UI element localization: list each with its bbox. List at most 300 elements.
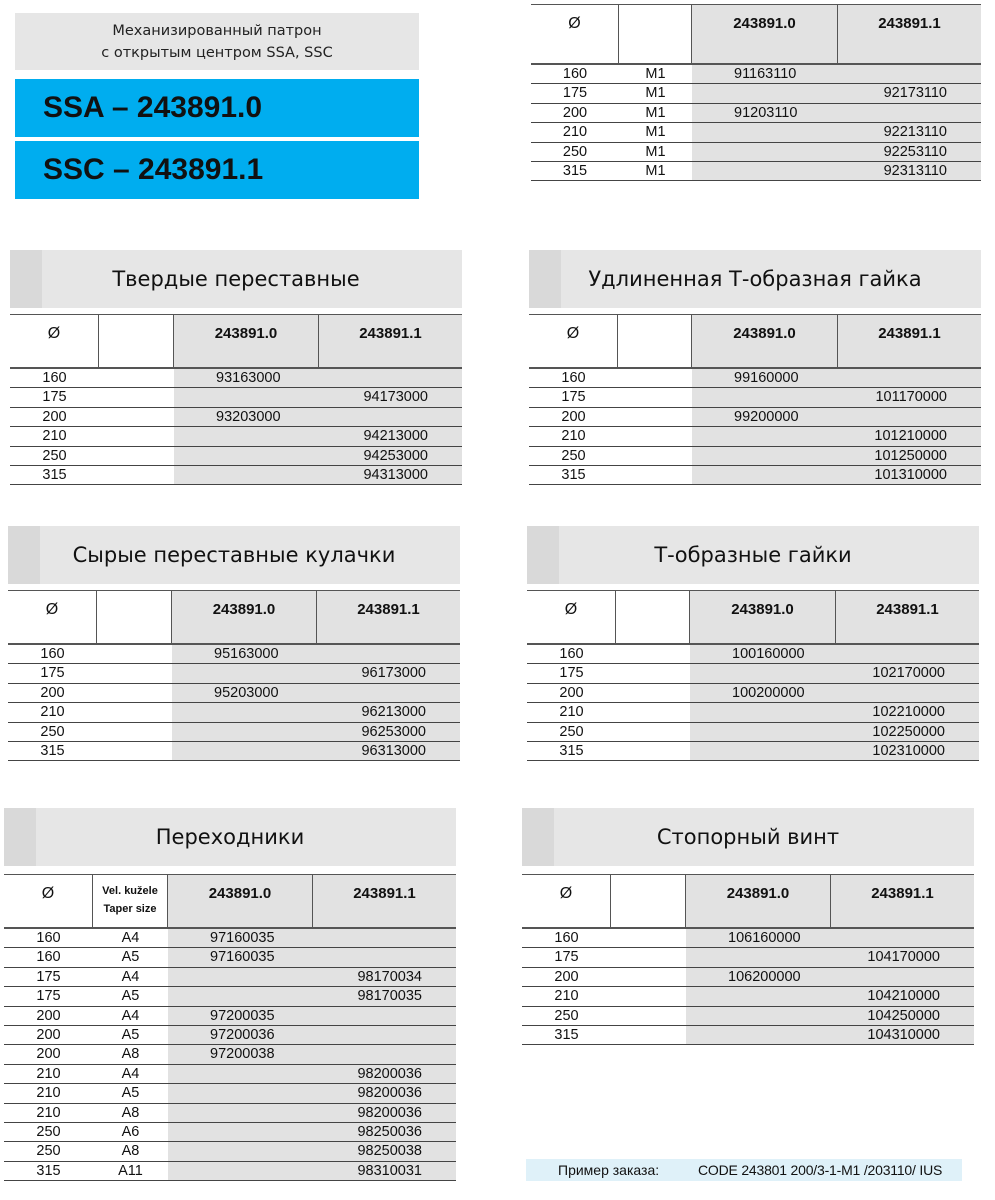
section-title: Удлиненная Т-образная гайка — [529, 250, 981, 308]
product-subtitle — [15, 13, 419, 70]
cell-middle — [618, 388, 692, 406]
cell-diameter: 160 — [554, 930, 579, 946]
cell-middle — [618, 466, 692, 484]
cell-diameter: 210 — [562, 124, 588, 141]
cell-code-b — [313, 1007, 456, 1025]
table-row — [531, 143, 981, 162]
table-row — [10, 427, 462, 446]
cell-code-a — [692, 388, 838, 406]
cell-code-a: 97200035 — [168, 1007, 313, 1025]
section-title: Переходники — [4, 808, 456, 866]
cell-diameter: 315 — [554, 1027, 579, 1043]
cell-code-a — [168, 1104, 313, 1122]
cell-middle — [97, 723, 172, 741]
adapters-table — [4, 874, 456, 1181]
cell-code-b: 104170000 — [831, 948, 974, 966]
cell-code-b: 94173000 — [319, 388, 462, 406]
cell-middle — [618, 408, 692, 426]
table-row — [4, 1026, 456, 1045]
cell-code-b — [838, 65, 981, 83]
table-row — [522, 1026, 974, 1045]
cell-code-a: 106160000 — [686, 929, 831, 947]
cell-middle: A11 — [118, 1162, 143, 1179]
table-row — [531, 65, 981, 84]
cell-code-b: 96313000 — [317, 742, 460, 760]
table-row — [4, 1162, 456, 1181]
cell-middle — [618, 369, 692, 387]
table-row — [4, 1142, 456, 1161]
order-example-label: Пример заказа: — [558, 1162, 660, 1178]
cell-code-b: 101210000 — [838, 427, 981, 445]
table-row — [531, 162, 981, 181]
header-middle — [99, 315, 174, 367]
ssa-code-band — [15, 79, 419, 137]
table-row — [4, 929, 456, 948]
cell-middle — [99, 447, 174, 465]
section-title: Сырые переставные кулачки — [8, 526, 460, 584]
cell-code-b — [836, 645, 979, 663]
cell-middle — [616, 742, 690, 760]
cell-diameter: 315 — [36, 1162, 61, 1179]
cell-code-a — [692, 447, 838, 465]
table-row — [529, 427, 981, 446]
cell-code-b: 92253110 — [838, 143, 981, 161]
cell-code-b — [317, 684, 460, 702]
cell-diameter: 250 — [36, 1143, 61, 1160]
header-code-b: 243891.1 — [831, 875, 974, 927]
table-header — [8, 590, 460, 645]
cell-code-b: 98170034 — [313, 968, 456, 986]
cell-code-a — [168, 1123, 313, 1141]
cell-middle — [616, 684, 690, 702]
cell-code-a — [174, 447, 319, 465]
soft-jaws-section — [8, 526, 460, 766]
cell-code-a: 93203000 — [174, 408, 319, 426]
ssc-code: SSC – 243891.1 — [43, 153, 264, 186]
cell-diameter: 250 — [559, 723, 584, 740]
cell-code-a — [168, 1065, 313, 1083]
cell-code-b: 92313110 — [838, 162, 981, 180]
cell-code-a: 97160035 — [168, 929, 313, 947]
header-diameter: Ø — [10, 315, 99, 367]
cell-code-b: 96213000 — [317, 703, 460, 721]
cell-middle: M1 — [645, 124, 666, 141]
cell-code-a — [174, 466, 319, 484]
table-row — [10, 388, 462, 407]
cell-code-b — [317, 645, 460, 663]
cell-diameter: 315 — [562, 163, 588, 179]
header-code-a: 243891.0 — [174, 315, 319, 367]
cell-code-a: 97200038 — [168, 1045, 313, 1063]
cell-code-a — [686, 948, 831, 966]
table-row — [531, 123, 981, 142]
cell-code-a: 91203110 — [692, 104, 838, 122]
table-row — [529, 466, 981, 485]
header-diameter: Ø — [527, 591, 616, 643]
cell-code-a — [690, 723, 836, 741]
cell-diameter: 250 — [40, 723, 65, 740]
t-nut-long-table — [529, 314, 981, 485]
ssa-code: SSA – 243891.0 — [43, 91, 263, 124]
header-code-b: 243891.1 — [313, 875, 456, 927]
cell-diameter: 315 — [42, 467, 67, 483]
header-middle — [619, 5, 692, 63]
cell-code-a — [692, 466, 838, 484]
cell-middle: M1 — [645, 85, 666, 102]
cell-diameter: 200 — [554, 968, 579, 985]
cell-middle — [99, 466, 174, 484]
cell-middle: A6 — [121, 1124, 140, 1140]
header-middle — [611, 875, 686, 927]
cell-code-a — [168, 1162, 313, 1180]
header-code-b: 243891.1 — [836, 591, 979, 643]
cell-code-a — [172, 742, 317, 760]
cell-code-b: 102310000 — [836, 742, 979, 760]
cell-code-a — [692, 427, 838, 445]
cell-code-b: 104250000 — [831, 1007, 974, 1025]
cell-middle: M1 — [645, 104, 666, 121]
cell-diameter: 200 — [562, 104, 588, 121]
cell-code-b — [831, 968, 974, 986]
cell-middle: M1 — [645, 143, 666, 160]
cell-code-b: 98310031 — [313, 1162, 456, 1180]
cell-code-b: 102250000 — [836, 723, 979, 741]
table-row — [8, 684, 460, 703]
table-row — [531, 104, 981, 123]
adapters-section — [4, 808, 456, 1188]
cell-middle — [611, 968, 686, 986]
cell-code-a — [690, 742, 836, 760]
cell-code-b — [313, 929, 456, 947]
cell-code-a — [692, 84, 838, 102]
ssc-code-band — [15, 141, 419, 199]
table-row — [4, 1045, 456, 1064]
table-row — [4, 1084, 456, 1103]
table-header — [4, 874, 456, 929]
header-diameter: Ø — [529, 315, 618, 367]
t-nuts-table — [527, 590, 979, 761]
cell-diameter: 210 — [42, 428, 67, 445]
cell-middle: A5 — [121, 1085, 140, 1102]
table-row — [10, 369, 462, 388]
cell-code-a: 91163110 — [692, 65, 838, 83]
cell-diameter: 160 — [42, 370, 67, 386]
table-row — [527, 703, 979, 722]
table-row — [529, 369, 981, 388]
cell-code-b: 104310000 — [831, 1026, 974, 1044]
cell-middle — [616, 645, 690, 663]
cell-middle: A5 — [121, 1027, 140, 1043]
cell-code-a: 93163000 — [174, 369, 319, 387]
cell-code-b: 94313000 — [319, 466, 462, 484]
header-middle — [97, 591, 172, 643]
table-row — [522, 968, 974, 987]
cell-code-b: 96253000 — [317, 723, 460, 741]
cell-code-b — [313, 948, 456, 966]
cell-code-b: 92213110 — [838, 123, 981, 141]
cell-diameter: 160 — [40, 646, 65, 662]
cell-middle — [97, 684, 172, 702]
cell-diameter: 175 — [559, 665, 584, 682]
table-row — [527, 664, 979, 683]
table-row — [10, 447, 462, 466]
table-row — [8, 723, 460, 742]
header-code-a: 243891.0 — [692, 5, 838, 63]
cell-diameter: 160 — [36, 930, 61, 946]
cell-middle — [611, 1007, 686, 1025]
cell-middle: A8 — [121, 1046, 140, 1063]
cell-diameter: 175 — [562, 85, 588, 102]
cell-diameter: 160 — [562, 66, 588, 82]
header-code-b: 243891.1 — [317, 591, 460, 643]
cell-code-a — [168, 1142, 313, 1160]
table-header — [527, 590, 979, 645]
cell-code-b: 98200036 — [313, 1104, 456, 1122]
table-row — [522, 948, 974, 967]
header-code-a: 243891.0 — [168, 875, 313, 927]
table-header — [531, 4, 981, 65]
table-row — [4, 987, 456, 1006]
cell-middle — [618, 427, 692, 445]
cell-middle — [99, 388, 174, 406]
subtitle-line-1: Механизированный патрон — [112, 22, 322, 39]
lock-screw-table — [522, 874, 974, 1045]
cell-diameter: 200 — [561, 408, 586, 425]
cell-code-b: 96173000 — [317, 664, 460, 682]
table-row — [4, 968, 456, 987]
header-code-a: 243891.0 — [692, 315, 838, 367]
cell-middle: A4 — [121, 930, 140, 946]
cell-diameter: 200 — [42, 408, 67, 425]
cell-code-b: 94253000 — [319, 447, 462, 465]
cell-code-a: 95203000 — [172, 684, 317, 702]
table-row — [522, 1007, 974, 1026]
cell-code-b: 98250036 — [313, 1123, 456, 1141]
cell-middle — [97, 645, 172, 663]
cell-diameter: 315 — [40, 743, 65, 759]
cell-code-a — [692, 123, 838, 141]
table-row — [4, 1104, 456, 1123]
cell-middle: A5 — [121, 949, 140, 966]
cell-code-a — [686, 987, 831, 1005]
cell-code-a — [168, 1084, 313, 1102]
table-row — [10, 408, 462, 427]
top-table — [531, 4, 981, 181]
cell-middle: A4 — [121, 1065, 140, 1082]
cell-diameter: 210 — [561, 428, 586, 445]
cell-code-a: 100200000 — [690, 684, 836, 702]
cell-middle — [97, 742, 172, 760]
table-row — [529, 408, 981, 427]
cell-middle — [611, 929, 686, 947]
cell-code-b — [319, 369, 462, 387]
cell-code-a: 97200036 — [168, 1026, 313, 1044]
cell-diameter: 250 — [36, 1124, 61, 1140]
lock-screw-section — [522, 808, 974, 1048]
t-nuts-section — [527, 526, 979, 766]
table-row — [527, 645, 979, 664]
cell-diameter: 200 — [36, 1027, 61, 1043]
cell-code-a — [174, 427, 319, 445]
cell-code-b — [838, 369, 981, 387]
cell-code-b: 92173110 — [838, 84, 981, 102]
cell-middle: M1 — [645, 163, 666, 179]
cell-code-a — [690, 664, 836, 682]
cell-code-b — [838, 408, 981, 426]
cell-code-b — [831, 929, 974, 947]
cell-diameter: 210 — [554, 988, 579, 1005]
cell-diameter: 210 — [36, 1085, 61, 1102]
cell-diameter: 175 — [36, 988, 61, 1005]
header-diameter: Ø — [4, 875, 93, 927]
cell-code-a: 95163000 — [172, 645, 317, 663]
table-row — [10, 466, 462, 485]
header-middle — [93, 875, 168, 927]
cell-middle: A8 — [121, 1104, 140, 1121]
cell-code-a: 99200000 — [692, 408, 838, 426]
taper-header-line-2: Taper size — [103, 903, 157, 915]
cell-diameter: 160 — [561, 370, 586, 386]
header-middle — [616, 591, 690, 643]
cell-code-a — [690, 703, 836, 721]
cell-code-a: 106200000 — [686, 968, 831, 986]
table-row — [4, 1007, 456, 1026]
cell-code-a — [172, 703, 317, 721]
table-row — [527, 684, 979, 703]
cell-middle — [616, 664, 690, 682]
section-title: Твердые переставные — [10, 250, 462, 308]
header-code-a: 243891.0 — [172, 591, 317, 643]
cell-middle: A4 — [121, 968, 140, 985]
cell-diameter: 250 — [42, 447, 67, 464]
cell-code-a — [168, 987, 313, 1005]
cell-middle — [611, 1026, 686, 1044]
cell-diameter: 200 — [36, 1007, 61, 1024]
table-row — [527, 742, 979, 761]
cell-diameter: 175 — [40, 665, 65, 682]
table-row — [527, 723, 979, 742]
table-row — [529, 388, 981, 407]
header-code-a: 243891.0 — [686, 875, 831, 927]
cell-middle — [99, 427, 174, 445]
cell-diameter: 210 — [40, 704, 65, 721]
cell-diameter: 210 — [36, 1104, 61, 1121]
table-row — [8, 703, 460, 722]
cell-middle — [97, 664, 172, 682]
cell-middle — [99, 369, 174, 387]
table-header — [10, 314, 462, 369]
cell-middle — [99, 408, 174, 426]
header-diameter: Ø — [531, 5, 619, 63]
header-middle — [618, 315, 692, 367]
cell-diameter: 200 — [559, 684, 584, 701]
table-row — [8, 742, 460, 761]
order-example-value: CODE 243801 200/3-1-M1 /203110/ IUS — [698, 1162, 943, 1178]
table-row — [529, 447, 981, 466]
cell-code-a: 100160000 — [690, 645, 836, 663]
cell-code-a — [692, 162, 838, 180]
cell-diameter: 175 — [554, 949, 579, 966]
table-header — [529, 314, 981, 369]
cell-diameter: 250 — [561, 447, 586, 464]
cell-diameter: 160 — [36, 949, 61, 966]
header-diameter: Ø — [8, 591, 97, 643]
cell-code-a — [686, 1007, 831, 1025]
cell-diameter: 210 — [559, 704, 584, 721]
cell-code-b: 102170000 — [836, 664, 979, 682]
cell-code-b — [319, 408, 462, 426]
header-code-b: 243891.1 — [319, 315, 462, 367]
table-row — [531, 84, 981, 103]
cell-code-a — [172, 723, 317, 741]
cell-diameter: 175 — [561, 389, 586, 406]
table-row — [522, 929, 974, 948]
cell-middle: A5 — [121, 988, 140, 1005]
table-row — [4, 1123, 456, 1142]
cell-middle — [616, 723, 690, 741]
cell-code-b: 104210000 — [831, 987, 974, 1005]
order-example — [526, 1159, 962, 1181]
cell-code-a — [172, 664, 317, 682]
cell-middle: A8 — [121, 1143, 140, 1160]
cell-code-b — [838, 104, 981, 122]
cell-code-b: 101250000 — [838, 447, 981, 465]
cell-diameter: 250 — [562, 143, 588, 160]
cell-diameter: 315 — [561, 467, 586, 483]
header-code-b: 243891.1 — [838, 5, 981, 63]
cell-diameter: 250 — [554, 1007, 579, 1024]
cell-diameter: 210 — [36, 1065, 61, 1082]
cell-code-a: 99160000 — [692, 369, 838, 387]
cell-middle: M1 — [645, 66, 666, 82]
table-header — [522, 874, 974, 929]
cell-middle — [611, 948, 686, 966]
section-title: Т-образные гайки — [527, 526, 979, 584]
cell-code-b: 101310000 — [838, 466, 981, 484]
table-row — [4, 948, 456, 967]
t-nut-long-section — [529, 250, 981, 490]
hard-jaws-section — [10, 250, 462, 490]
cell-diameter: 200 — [40, 684, 65, 701]
cell-code-b: 101170000 — [838, 388, 981, 406]
cell-code-a — [686, 1026, 831, 1044]
cell-diameter: 175 — [42, 389, 67, 406]
soft-jaws-table — [8, 590, 460, 761]
cell-code-a — [168, 968, 313, 986]
cell-diameter: 315 — [559, 743, 584, 759]
cell-middle — [616, 703, 690, 721]
section-title: Стопорный винт — [522, 808, 974, 866]
subtitle-line-2: с открытым центром SSA, SSC — [101, 44, 333, 61]
cell-code-b: 98200036 — [313, 1084, 456, 1102]
cell-middle: A4 — [121, 1007, 140, 1024]
cell-code-b: 98200036 — [313, 1065, 456, 1083]
cell-code-b — [836, 684, 979, 702]
cell-code-b: 98170035 — [313, 987, 456, 1005]
cell-middle — [611, 987, 686, 1005]
hard-jaws-table — [10, 314, 462, 485]
table-row — [8, 645, 460, 664]
header-diameter: Ø — [522, 875, 611, 927]
table-row — [522, 987, 974, 1006]
top-table-section — [531, 0, 981, 180]
table-row — [8, 664, 460, 683]
cell-code-a: 97160035 — [168, 948, 313, 966]
cell-code-b: 102210000 — [836, 703, 979, 721]
table-row — [4, 1065, 456, 1084]
header-code-a: 243891.0 — [690, 591, 836, 643]
cell-middle — [97, 703, 172, 721]
